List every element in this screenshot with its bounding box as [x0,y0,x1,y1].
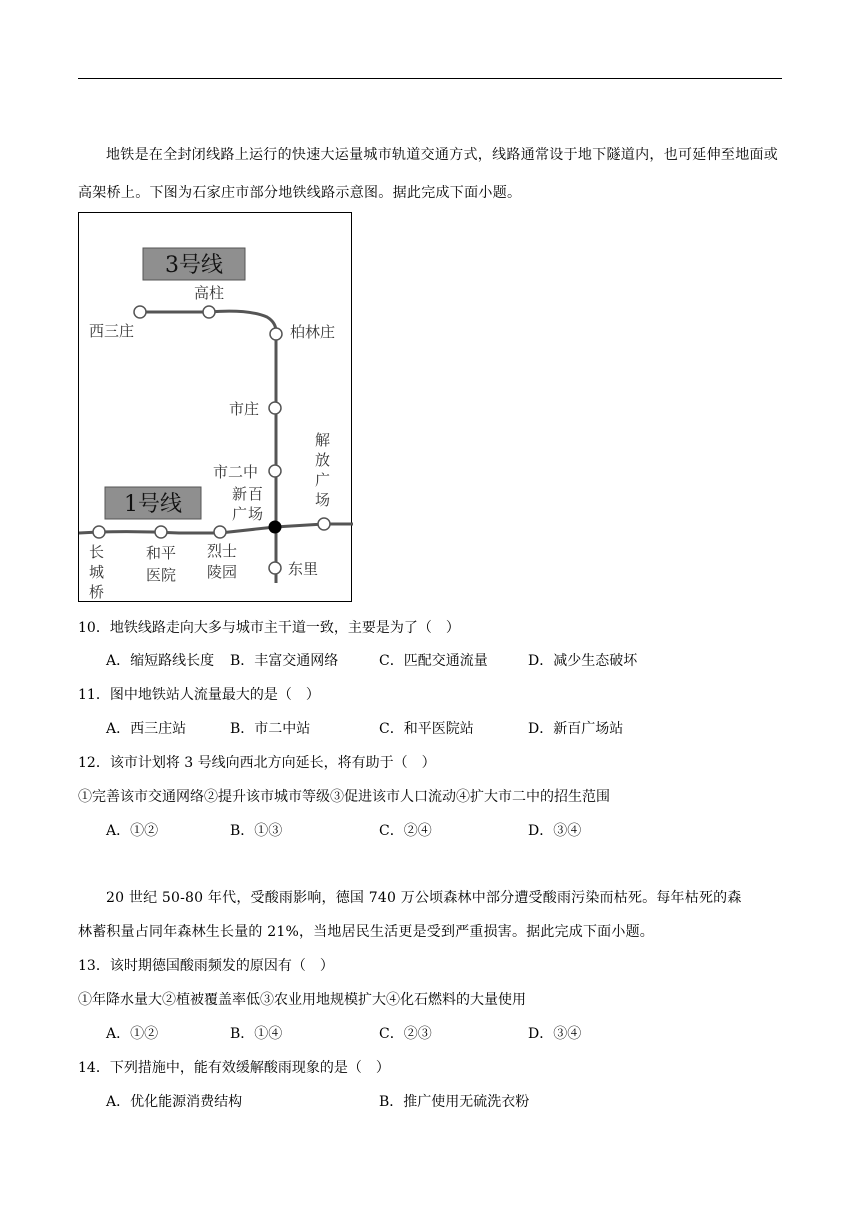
label-lieshi-2: 陵园 [207,563,238,581]
passage-acid-rain-line2: 林蓄积量占同年森林生长量的 21%，当地居民生活更是受到严重损害。据此完成下面小题。 [78,924,654,940]
q11-option-a: A．西三庄站 [106,721,187,737]
label-jiefang-4: 场 [315,491,331,509]
q11-option-d: D．新百广场站 [528,721,624,737]
q12-option-c: C．②④ [379,823,432,839]
station-gaozhu-marker [203,306,215,318]
label-dongli: 东里 [288,560,319,578]
label-xinbai-3: 广 [232,505,248,523]
q10-stem: 10．地铁线路走向大多与城市主干道一致，主要是为了（ ） [78,620,460,636]
station-changcheng-marker [93,526,105,538]
q13-statements: ①年降水量大②植被覆盖率低③农业用地规模扩大④化石燃料的大量使用 [78,992,526,1008]
station-xinbai-interchange-marker [269,521,282,534]
q13-option-c: C．②③ [379,1026,432,1042]
passage-acid-rain-line1: 20 世纪 50-80 年代，受酸雨影响，德国 740 万公顷森林中部分遭受酸雨污染而枯死。每年枯死的森 [106,890,742,906]
q13-option-b: B．①④ [230,1026,283,1042]
line1-label: 1号线 [124,492,182,517]
station-jiefang-marker [318,518,330,530]
label-heping-1: 和平 [146,544,177,562]
label-shierzhong: 市二中 [213,463,259,481]
label-xinbai-2: 百 [248,485,264,503]
q14-stem: 14．下列措施中，能有效缓解酸雨现象的是（ ） [78,1060,390,1076]
label-changcheng-3: 桥 [89,583,105,601]
q12-stem: 12．该市计划将 3 号线向西北方向延长，将有助于（ ） [78,755,436,771]
label-xinbai-4: 场 [248,505,264,523]
label-gaozhu: 高柱 [194,284,225,302]
label-lieshi-1: 烈士 [207,542,238,560]
line3-label: 3号线 [165,253,223,278]
label-bolinzhuang: 柏林庄 [290,323,336,341]
station-bolinzhuang-marker [270,328,282,340]
station-xisanzhuang-marker [134,306,146,318]
q10-option-d: D．减少生态破坏 [528,653,638,669]
label-xinbai-1: 新 [232,485,248,503]
station-shierzhong-marker [269,465,281,477]
q13-stem: 13．该时期德国酸雨频发的原因有（ ） [78,958,334,974]
q14-option-a: A．优化能源消费结构 [106,1094,243,1110]
header-rule [78,78,782,79]
q13-option-a: A．①② [106,1026,159,1042]
q11-option-b: B．市二中站 [230,721,311,737]
label-jiefang-1: 解 [315,431,331,449]
station-dongli-marker [269,562,281,574]
q12-option-a: A．①② [106,823,159,839]
station-lieshi-marker [214,526,226,538]
q11-stem: 11．图中地铁站人流量最大的是（ ） [78,687,320,703]
label-heping-2: 医院 [146,566,177,584]
q10-option-b: B．丰富交通网络 [230,653,339,669]
label-jiefang-2: 放 [315,451,331,469]
subway-map [78,212,352,602]
label-changcheng-2: 城 [89,563,105,581]
q12-option-d: D．③④ [528,823,582,839]
q12-statements: ①完善该市交通网络②提升该市城市等级③促进该市人口流动④扩大市二中的招生范围 [78,789,610,805]
label-shizhuang: 市庄 [229,400,260,418]
q12-option-b: B．①③ [230,823,283,839]
station-heping-marker [155,526,167,538]
subway-map-svg [79,213,353,603]
passage-subway-intro: 地铁是在全封闭线路上运行的快速大运量城市轨道交通方式，线路通常设于地下隧道内，也可延伸至地面或高架桥上。下图为石家庄市部分地铁线路示意图。据此完成下面小题。 [78,147,779,201]
q14-option-b: B．推广使用无硫洗衣粉 [379,1094,530,1110]
label-changcheng-1: 长 [89,543,105,561]
label-jiefang-3: 广 [315,471,331,489]
station-shizhuang-marker [269,402,281,414]
q13-option-d: D．③④ [528,1026,582,1042]
q10-option-a: A．缩短路线长度 [106,653,215,669]
q10-option-c: C．匹配交通流量 [379,653,488,669]
label-xisanzhuang: 西三庄 [89,322,135,340]
q11-option-c: C．和平医院站 [379,721,474,737]
